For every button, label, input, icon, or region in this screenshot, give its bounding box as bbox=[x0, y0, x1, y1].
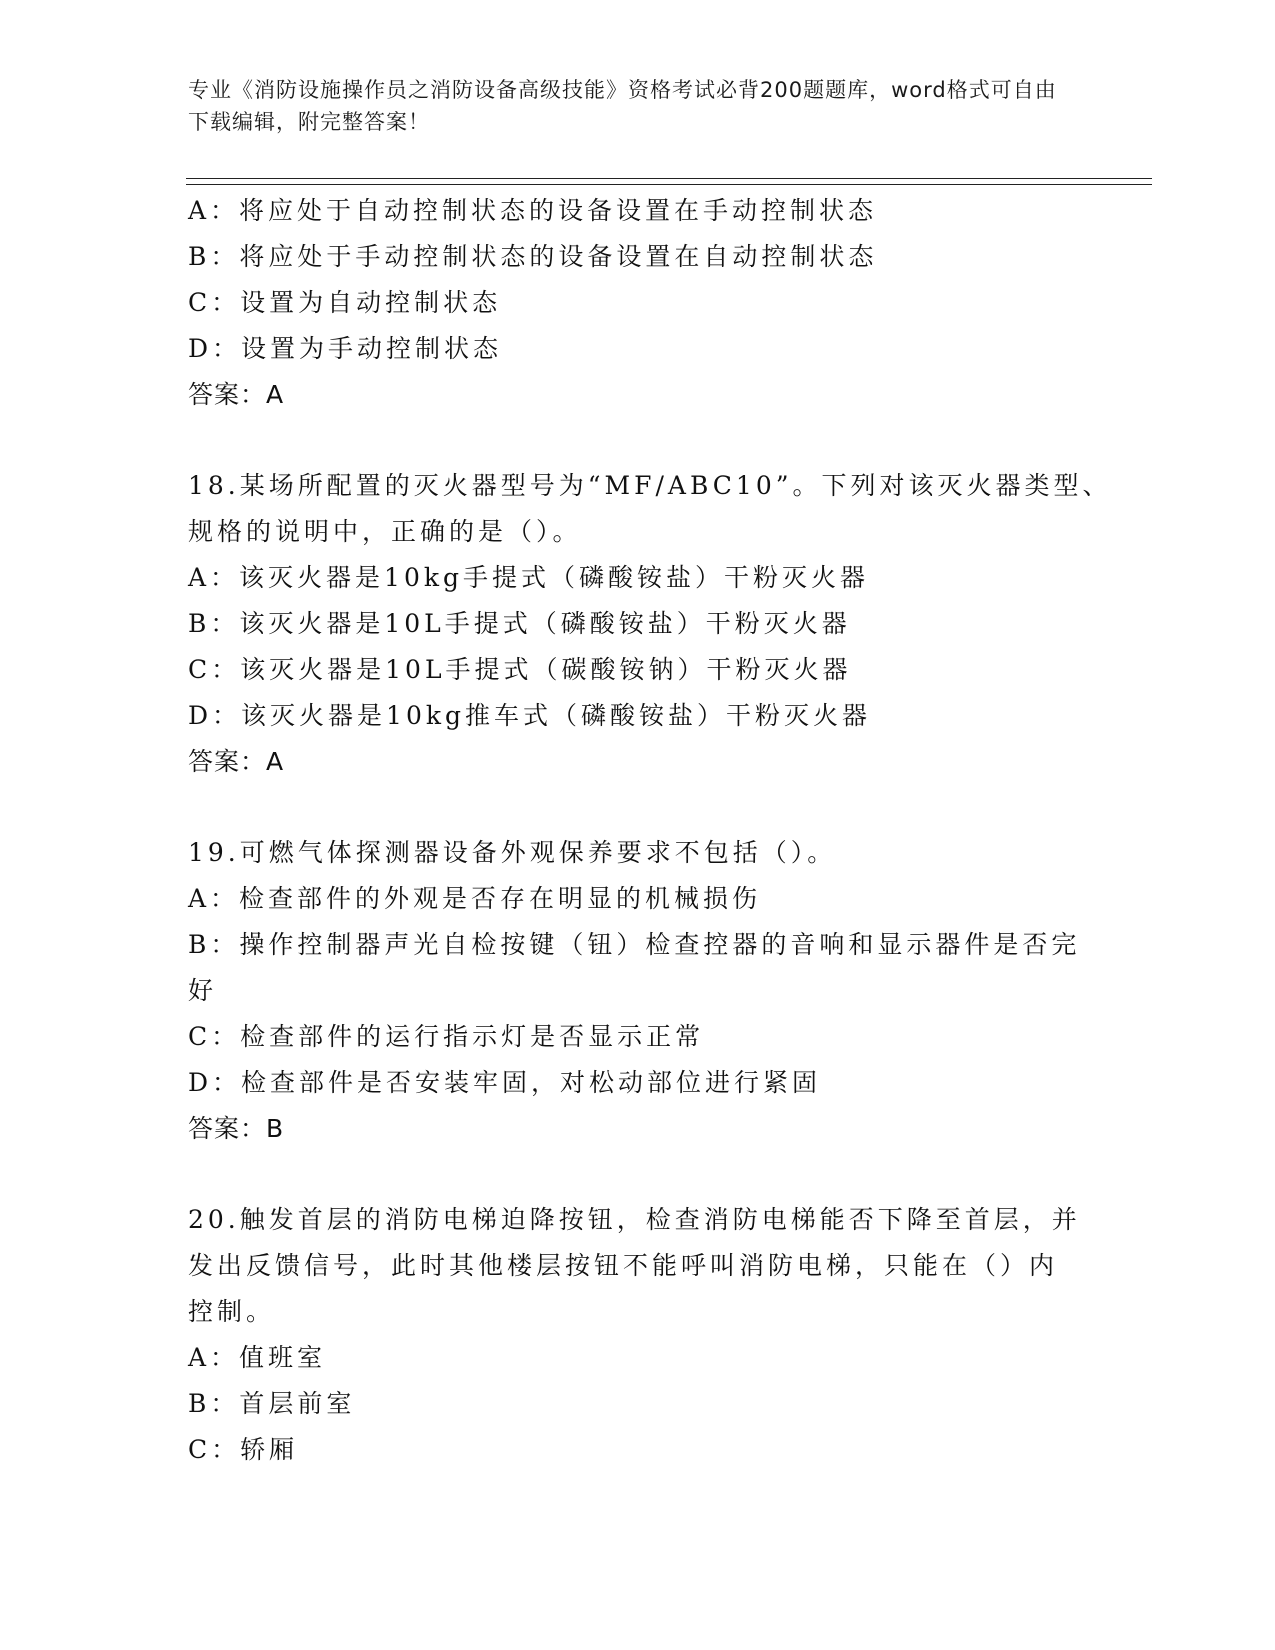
option-a: A：将应处于自动控制状态的设备设置在手动控制状态 bbox=[188, 196, 878, 225]
question-17 bbox=[188, 188, 1078, 418]
question-20 bbox=[188, 1197, 1081, 1473]
question-text-line-1: 18.某场所配置的灭火器型号为“MF/ABC10”。下列对该灭火器类型、 bbox=[188, 471, 1112, 500]
answer: 答案：A bbox=[188, 747, 285, 776]
header-title: 专业《消防设施操作员之消防设备高级技能》资格考试必背200题题库，word格式可自由下载编辑，附完整答案！ bbox=[188, 78, 1057, 134]
document-header bbox=[188, 74, 1068, 138]
question-text-line-1: 20.触发首层的消防电梯迫降按钮，检查消防电梯能否下降至首层，并 bbox=[188, 1205, 1081, 1234]
question-text-line-2: 发出反馈信号，此时其他楼层按钮不能呼叫消防电梯，只能在（）内 bbox=[188, 1251, 1059, 1280]
spacer bbox=[188, 785, 1078, 830]
option-b: B：将应处于手动控制状态的设备设置在自动控制状态 bbox=[188, 242, 878, 271]
option-a: A：检查部件的外观是否存在明显的机械损伤 bbox=[188, 884, 762, 913]
option-a: A：值班室 bbox=[188, 1343, 327, 1372]
question-19 bbox=[188, 830, 1081, 1152]
question-text-line-2: 规格的说明中，正确的是（）。 bbox=[188, 517, 582, 546]
spacer bbox=[188, 1152, 1078, 1197]
option-c: C：检查部件的运行指示灯是否显示正常 bbox=[188, 1022, 705, 1051]
option-b: B：操作控制器声光自检按键（钮）检查控器的音响和显示器件是否完 bbox=[188, 930, 1081, 959]
option-b: B：首层前室 bbox=[188, 1389, 356, 1418]
question-18 bbox=[188, 463, 1112, 785]
option-d: D：设置为手动控制状态 bbox=[188, 334, 503, 363]
question-list bbox=[188, 188, 1112, 1473]
answer: 答案：A bbox=[188, 380, 285, 409]
option-b: B：该灭火器是10L手提式（磷酸铵盐）干粉灭火器 bbox=[188, 609, 851, 638]
option-b-continued: 好 bbox=[188, 976, 218, 1005]
option-a: A：该灭火器是10kg手提式（磷酸铵盐）干粉灭火器 bbox=[188, 563, 870, 592]
spacer bbox=[188, 418, 1078, 463]
header-rule-top bbox=[186, 178, 1152, 179]
option-d: D：该灭火器是10kg推车式（磷酸铵盐）干粉灭火器 bbox=[188, 701, 872, 730]
option-c: C：轿厢 bbox=[188, 1435, 299, 1464]
option-d: D：检查部件是否安装牢固，对松动部位进行紧固 bbox=[188, 1068, 822, 1097]
question-text-line-3: 控制。 bbox=[188, 1297, 276, 1326]
option-c: C：该灭火器是10L手提式（碳酸铵钠）干粉灭火器 bbox=[188, 655, 852, 684]
header-rule-bottom bbox=[186, 184, 1152, 185]
answer: 答案：B bbox=[188, 1114, 285, 1143]
question-text: 19.可燃气体探测器设备外观保养要求不包括（）。 bbox=[188, 838, 837, 867]
option-c: C：设置为自动控制状态 bbox=[188, 288, 502, 317]
